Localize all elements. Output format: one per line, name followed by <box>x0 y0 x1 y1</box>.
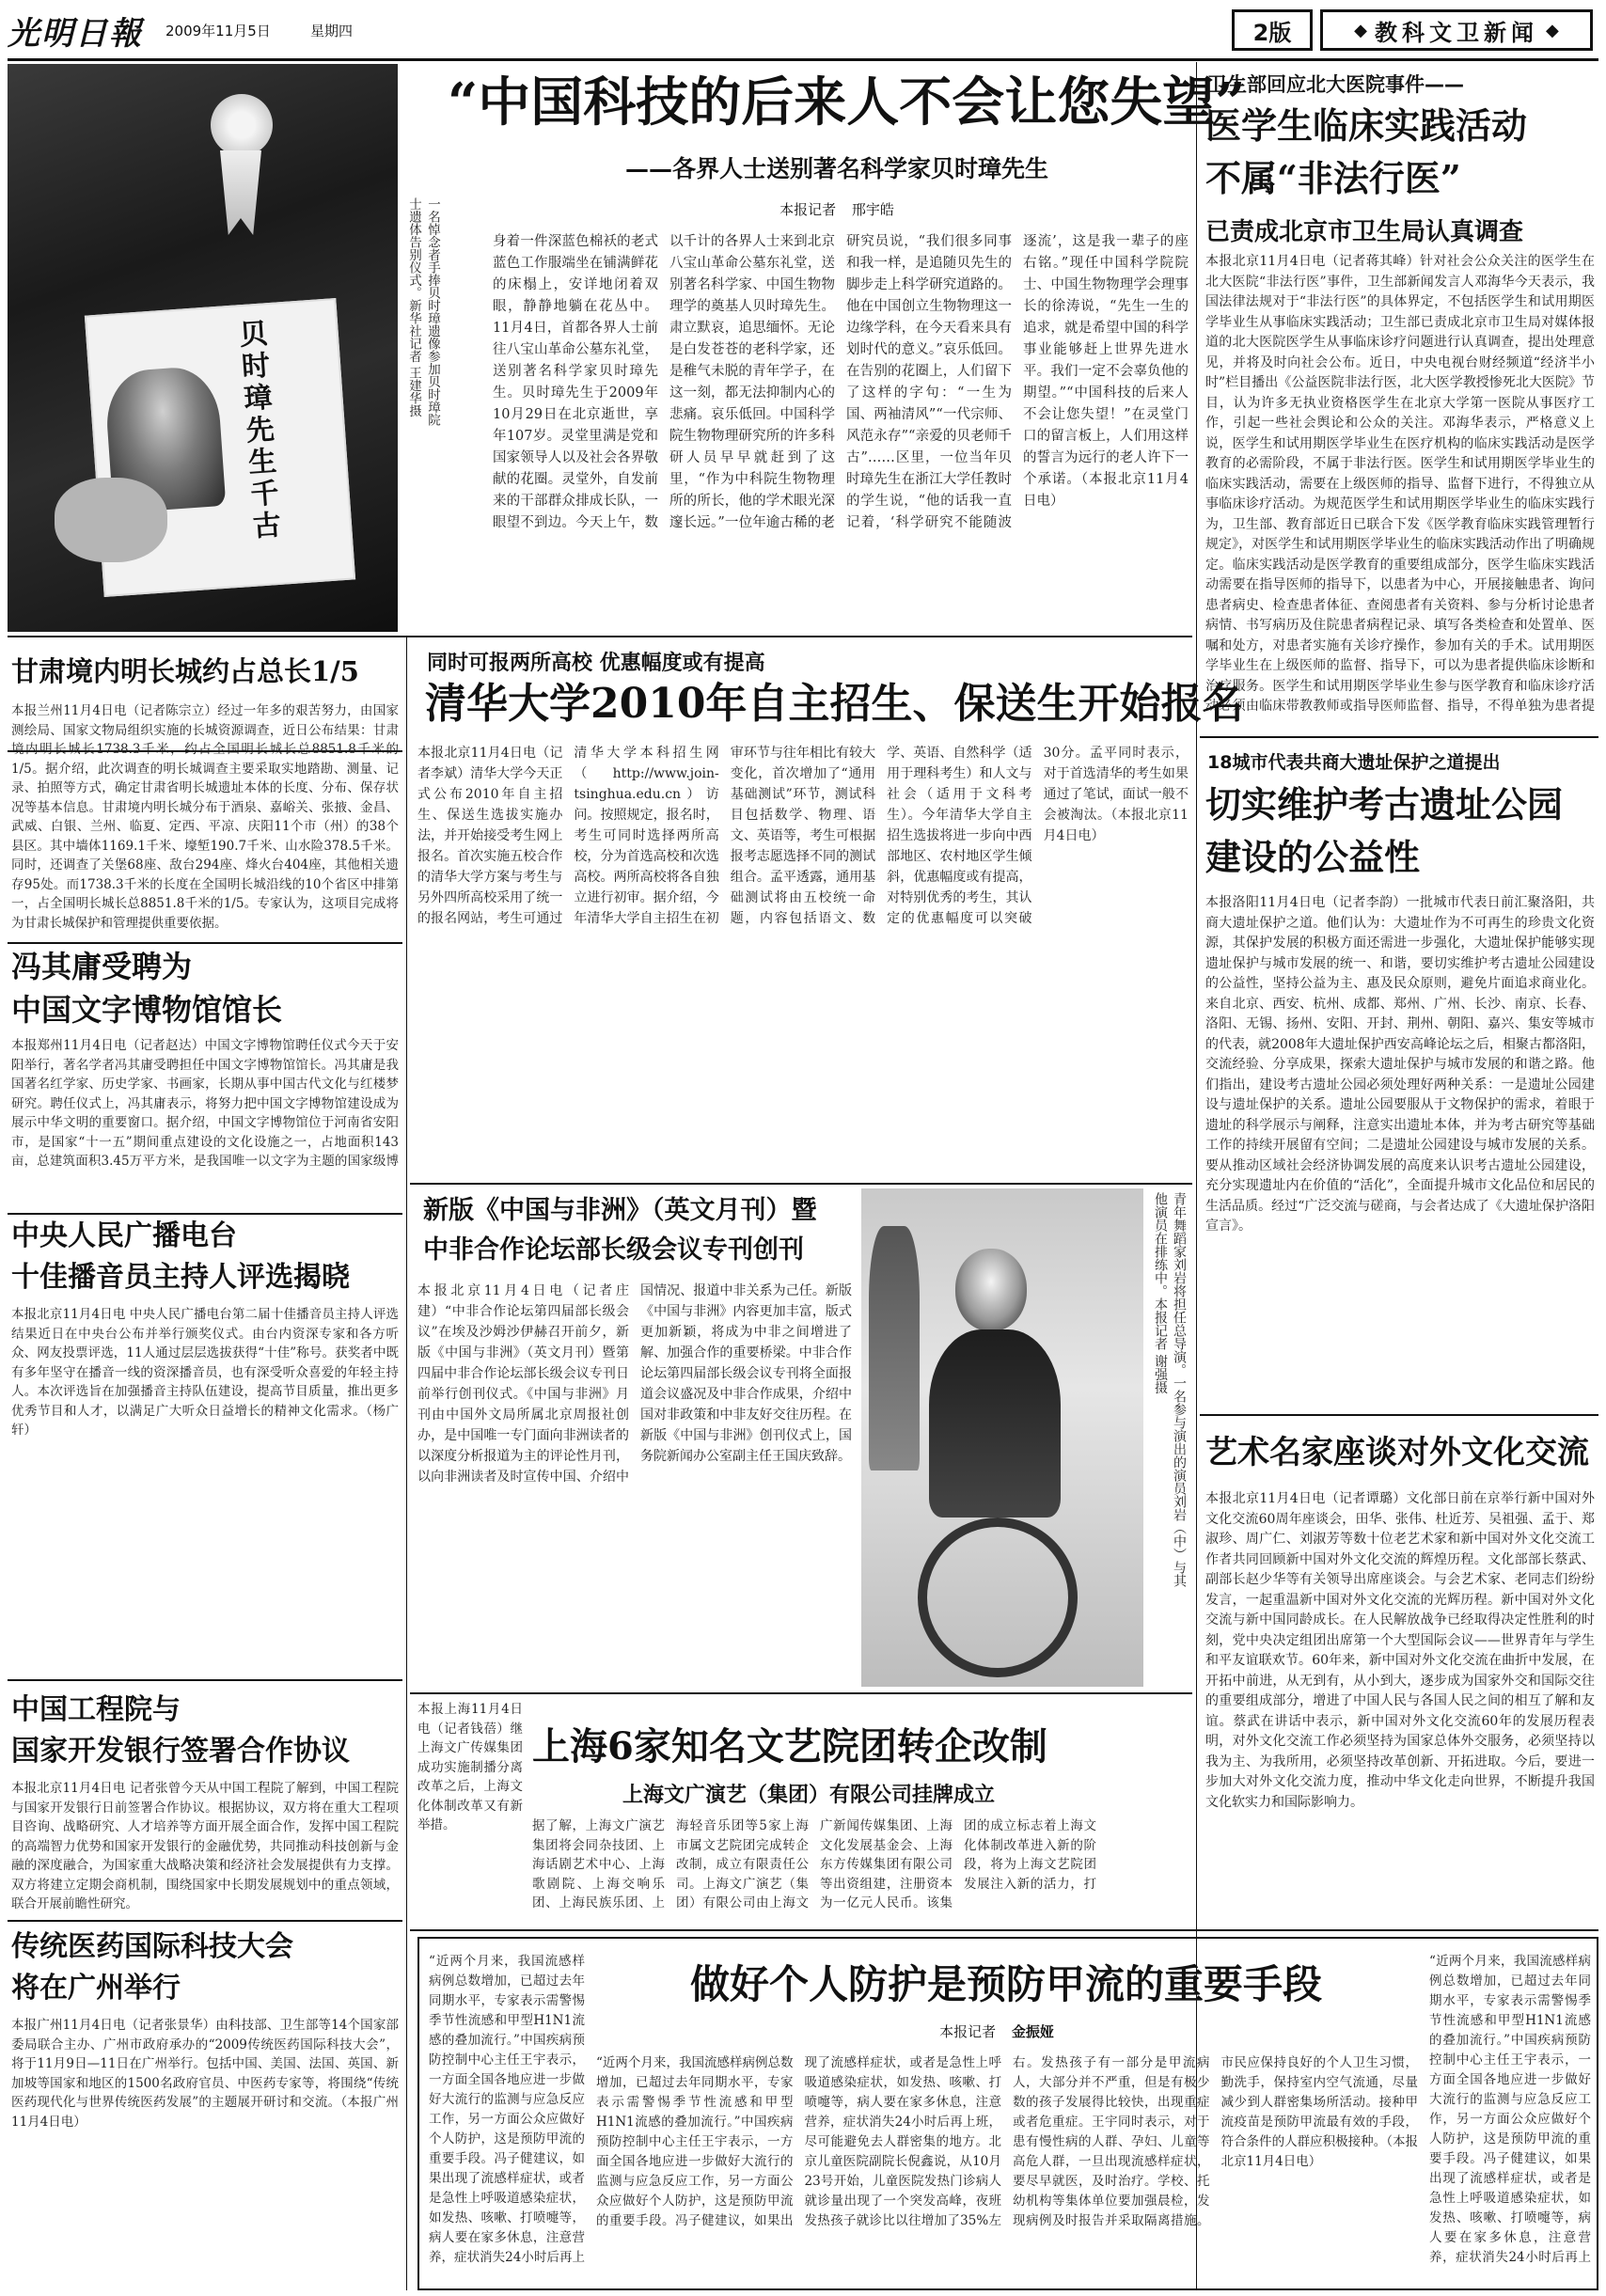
lead-title: “中国科技的后来人不会让您失望” <box>448 71 1246 134</box>
diamond-icon: ◆ <box>1354 20 1367 40</box>
shanghai-title: 上海6家知名文艺院团转企改制 <box>532 1724 1047 1769</box>
section-rule <box>1200 1414 1598 1416</box>
medical-body: 本报北京11月4日电（记者蒋其峰）针对社会公众关注的医学生在北大医院“非法行医”事件，卫生部新闻发言人邓海华今天表示，我国法律法规对于“非法行医”的具体界定，不包括医学生和试用期医学毕业生从事临床实践活动；卫生部已责成北京市卫生局对媒体报道的北大医院医学生从事临床诊疗问题进行认真调查，提出处理意见，并将及时向社会公布。近日，中央电视台财经频道“经济半小时”栏目播出《公益医院非法行医，北大医学教授惨死北大医院》节目，认为许多无执业资格医学生在北京大学第一医院从事医疗工作，引起一些社会舆论和公众的关注。邓海华表示，严格意义上说，医学生和试用期医学毕业生在医疗机构的临床实践活动是医学教育的必需阶段，不属于非法行医。医学生和试用期医学毕业生的临床实践活动，需要在上级医师的指导、监督下进行，不得独立从事临床诊疗活动。为规范医学生和试用期医学毕业生的临床实践行为，卫生部、教育部近日已联合下发《医学教育临床实践管理暂行规定》，对医学生和试用期医学毕业生的临床实践活动作出了明确规定。临床实践活动是医学教育的重要组成部分，医学生临床实践活动需要在指导医师的指导下，以患者为中心，开展接触患者、询问患者病史、检查患者体征、查阅患者有关资料、参与分析讨论患者病情、书写病历及住院患者病程记录、填写各类检查和处置单、医嘱和处方，对患者实施有关诊疗操作，参加有关的手术。试用期医学毕业生在上级医师的监督、指导下，可以为患者提供临床诊断和治疗服务。医学生和试用期医学毕业生参与医学教育和临床诊疗活动必须由临床带教教师或指导医师监督、指导，不得单独为患者提 <box>1205 254 1595 714</box>
byline-name: 邢宇皓 <box>851 201 894 218</box>
archaeo-kicker: 18城市代表共商大遗址保护之道提出 <box>1207 752 1501 773</box>
lead-byline <box>696 199 978 219</box>
lead-subtitle: ——各界人士送别著名科学家贝时璋先生 <box>624 155 1048 182</box>
flu-body-main: “近两个月来，我国流感样病例总数增加，已超过去年同期水平，专家表示需警惕季节性流感和甲型H1N1流感的叠加流行。”中国疾病预防控制中心主任王宇表示，一方面全国各地应进一步做好大流行的监测与应急反应工作，另一方面公众应做好个人防护，这是预防甲流的重要手段。冯子健建议，如果出现了流感样症状，或者是急性上呼吸道感染症状，如发热、咳嗽、打喷嚏等，病人要在家多休息，注意营养，症状消失24小时后再上班，尽可能避免去人群密集的地方。北京儿童医院副院长倪鑫说，从10月23号开始，儿童医院发热门诊病人就诊量出现了一个突发高峰，夜班发热孩子就诊比以往增加了35%左右。发热孩子有一部分是甲流病人，大部分并不严重，但是有极少数的孩子发展得比较快，出现重症或者危重症。王宇同时表示，对于患有慢性病的人群、孕妇、儿童等高危人群，一旦出现流感样症状，要尽早就医，及时治疗。学校、托幼机构等集体单位要加强晨检，发现病例及时报告并采取隔离措施。市民应保持良好的个人卫生习惯，勤洗手，保持室内空气流通，尽量减少到人群密集场所活动。接种甲流疫苗是预防甲流最有效的手段，符合条件的人群应积极接种。（本报北京11月4日电） <box>596 2055 1418 2228</box>
portrait-inscription: 贝时璋先生千古 <box>232 318 282 544</box>
section-rule <box>8 1679 402 1681</box>
medical-subtitle: 已责成北京市卫生局认真调查 <box>1205 218 1524 246</box>
cnr-title-line2: 十佳播音员主持人评选揭晓 <box>11 1261 350 1294</box>
art-body: 本报北京11月4日电（记者谭璐）文化部日前在京举行新中国对外文化交流60周年座谈会，田华、张伟、杜近芳、吴祖强、孟于、郑淑珍、周广仁、刘淑芳等数十位老艺术家和新中国对外文化交流工作者共同回顾新中国对外文化交流的辉煌历程。文化部部长蔡武、副部长赵少华等有关领导出席座谈会。与会艺术家、老同志们纷纷发言，一起重温新中国对外文化交流的光辉历程。新中国对外文化交流与新中国同龄成长。在人民解放战争已经取得决定性胜利的时刻，党中央决定组团出席第一个大型国际会议——世界青年与学生和平友谊联欢节。60年来，新中国对外文化交流在曲折中发展，在开拓中前进，从无到有，从小到大，逐步成为国家外交和国际交往的重要组成部分，增进了中国人民与各国人民之间的相互了解和友谊。蔡武在讲话中表示，新中国对外文化交流60年的发展历程表明，对外文化交流工作必须坚持为国家总体外交服务，必须坚持以我为主、为我所用，必须坚持改革创新、开拓进取。今后，要进一步加大对外文化交流力度，推动中华文化走向世界，不断提升我国文化软实力和国际影响力。 <box>1205 1491 1595 1810</box>
china-africa-title-line1: 新版《中国与非洲》（英文月刊）暨 <box>423 1196 817 1225</box>
section-rule <box>8 942 402 944</box>
qinghua-kicker: 同时可报两所高校 优惠幅度或有提高 <box>427 652 765 675</box>
cae-title-line2: 国家开发银行签署合作协议 <box>11 1735 350 1768</box>
white-flower-icon <box>211 94 273 156</box>
qinghua-title: 清华大学2010年自主招生、保送生开始报名 <box>425 680 1244 728</box>
archaeo-title-line1: 切实维护考古遗址公园 <box>1205 783 1564 826</box>
background-dancer <box>869 1226 920 1470</box>
lead-body: 身着一件深蓝色棉袄的老式蓝色工作服端坐在铺满鲜花的床榻上，安详地闭着双眼，静静地躺在花丛中。11月4日，首都各界人士前往八宝山革命公墓东礼堂，送别著名科学家贝时璋先生。贝时璋先生于2009年10月29日在北京逝世，享年107岁。灵堂里满是党和国家领导人以及社会各界敬献的花圈。灵堂外，自发前来的干部群众排成长队，一眼望不到边。今天上午，数以千计的各界人士来到北京八宝山革命公墓东礼堂，送别著名科学家、中国生物物理学的奠基人贝时璋先生。肃立默哀，追思缅怀。无论是白发苍苍的老科学家，还是稚气未脱的青年学子，在这一刻，都无法抑制内心的悲痛。哀乐低回。中国科学院生物物理研究所的许多科研人员早早就赶到了这里，“作为中科院生物物理所的所长，他的学术眼光深邃长远。”一位年逾古稀的老研究员说，“我们很多同事和我一样，是追随贝先生的脚步走上科学研究道路的。他在中国创立生物物理这一边缘学科，在今天看来具有划时代的意义。”哀乐低回。在告别的花圈上，人们留下了这样的字句：“一生为国、两袖清风”“一代宗师、风范永存”“亲爱的贝老师千古”……区里，一位当年贝时璋先生在浙江大学任教时的学生说，“他的话我一直记着，‘科学研究不能随波逐流’，这是我一辈子的座右铭。”现任中国科学院院士、中国生物物理学会理事长的徐涛说，“先生一生的追求，就是希望中国的科学事业能够赶上世界先进水平。我们一定不会辜负他的期望。”“中国科技的后来人不会让您失望！”在灵堂门口的留言板上，人们用这样的誓言为远行的老人许下一个承诺。（本报北京11月4日电） <box>493 234 1189 530</box>
flu-body-left: “近两个月来，我国流感样病例总数增加，已超过去年同期水平，专家表示需警惕季节性流感和甲型H1N1流感的叠加流行。”中国疾病预防控制中心主任王宇表示，一方面全国各地应进一步做好大流行的监测与应急反应工作，另一方面公众应做好个人防护，这是预防甲流的重要手段。冯子健建议，如果出现了流感样症状，或者是急性上呼吸道感染症状，如发热、咳嗽、打喷嚏等，病人要在家多休息，注意营养，症状消失24小时后再上 <box>429 1954 585 2265</box>
lead-photo <box>8 64 398 632</box>
flu-title: 做好个人防护是预防甲流的重要手段 <box>689 1961 1322 2007</box>
tcm-title-line2: 将在广州举行 <box>11 1972 181 2005</box>
shanghai-side <box>1102 1700 1192 1924</box>
section-rule <box>8 1920 402 1922</box>
cnr-title-line1: 中央人民广播电台 <box>11 1219 237 1252</box>
fengqiyong-title-line2: 中国文字博物馆馆长 <box>11 992 283 1028</box>
issue-weekday: 星期四 <box>310 23 354 39</box>
byline-name: 金振娅 <box>1011 2023 1054 2040</box>
wheelchair-icon <box>918 1518 1078 1677</box>
medical-title-line2: 不属“非法行医” <box>1205 157 1461 199</box>
shanghai-intro: 本报上海11月4日电（记者钱蓓）继上海文广传媒集团成功实施制播分离改革之后，上海文化体制改革又有新举措。 <box>417 1702 523 1832</box>
section-rule <box>410 1929 1598 1931</box>
issue-date: 2009年11月5日 <box>165 23 271 39</box>
section-rule <box>8 636 1192 637</box>
byline-role: 本报记者 <box>779 201 837 218</box>
china-africa-body: 本报北京11月4日电（记者庄建）“中非合作论坛第四届部长级会议”在埃及沙姆沙伊赫召开前夕，新版《中国与非洲》（英文月刊）暨第四届中非合作论坛部长级会议专刊日前举行创刊仪式。《中国与非洲》月刊由中国外文局所属北京周报社创办，是中国唯一专门面向非洲读者的以深度分析报道为主的评论性月刊，以向非洲读者及时宣传中国、介绍中国情况、报道中非关系为己任。新版《中国与非洲》内容更加丰富，版式更加新颖，将成为中非之间增进了解、加强合作的重要桥梁。中非合作论坛第四届部长级会议专刊将全面报道会议盛况及中非合作成果，介绍中国对非政策和中非友好交往历程。在新版《中国与非洲》创刊仪式上，国务院新闻办公室副主任王国庆致辞。 <box>417 1283 852 1485</box>
flu-byline <box>846 2021 1147 2041</box>
dancer-figure <box>955 1249 1027 1331</box>
fengqiyong-body: 本报郑州11月4日电（记者赵达）中国文字博物馆聘任仪式今天于安阳举行，著名学者冯其庸受聘担任中国文字博物馆馆长。冯其庸是我国著名红学家、历史学家、书画家，长期从事中国古代文化与红楼梦研究。聘任仪式上，冯其庸表示，将努力把中国文字博物馆建设成为展示中华文明的重要窗口。据介绍，中国文字博物馆位于河南省安阳市，是国家“十一五”期间重点建设的文化设施之一，占地面积143亩，总建筑面积3.45万平方米，是我国唯一以文字为主题的国家级博 <box>11 1038 399 1169</box>
tcm-title-line1: 传统医药国际科技大会 <box>11 1930 293 1963</box>
cnr-body: 本报北京11月4日电 中央人民广播电台第二届十佳播音员主持人评选结果近日在中央台公布并举行颁奖仪式。由台内资深专家和各方听众、网友投票评选，11人通过层层选拔获得“十佳”称号。获奖者中既有多年坚守在播音一线的资深播音员，也有深受听众喜爱的年轻主持人。本次评选旨在加强播音主持队伍建设，提高节目质量，推出更多优秀节目和人才，以满足广大听众日益增长的精神文化需求。（杨广轩） <box>11 1307 399 1438</box>
flu-body-right: “近两个月来，我国流感样病例总数增加，已超过去年同期水平，专家表示需警惕季节性流感和甲型H1N1流感的叠加流行。”中国疾病预防控制中心主任王宇表示，一方面全国各地应进一步做好大流行的监测与应急反应工作，另一方面公众应做好个人防护，这是预防甲流的重要手段。冯子健建议，如果出现了流感样症状，或者是急性上呼吸道感染症状，如发热、咳嗽、打喷嚏等，病人要在家多休息，注意营养，症状消失24小时后再上 <box>1429 1954 1591 2265</box>
dancer-body <box>929 1329 1061 1518</box>
masthead <box>0 0 1606 58</box>
hand-shape <box>55 478 167 562</box>
diamond-icon: ◆ <box>1546 20 1559 40</box>
shanghai-subtitle: 上海文广演艺（集团）有限公司挂牌成立 <box>622 1784 995 1807</box>
masthead-rule <box>8 58 1598 61</box>
art-title: 艺术名家座谈对外文化交流 <box>1205 1434 1589 1471</box>
fengqiyong-title-line1: 冯其庸受聘为 <box>11 949 193 984</box>
section-rule <box>1200 736 1598 738</box>
gansu-title: 甘肃境内明长城约占总长1/5 <box>11 655 359 687</box>
column-rule <box>406 636 407 2290</box>
dancer-photo-caption: 青年舞蹈家刘岩将担任总导演。一名参与演出的演员刘岩（中）与其他演员在排练中。本报记者 谢强摄 <box>1153 1192 1187 1587</box>
page-number: 2版 <box>1252 19 1292 46</box>
byline-role: 本报记者 <box>939 2023 997 2040</box>
qinghua-body: 本报北京11月4日电（记者李斌）清华大学今天正式公布2010年自主招生、保送生选拔实施办法，并开始接受考生网上报名。首次实施五校合作的清华大学方案与考生与另外四所高校采用了统一的报名网站，考生可通过清华大学本科招生网（http://www.join-tsinghua.edu.cn）访问。按照规定，报名时，考生可同时选择两所高校，分为首选高校和次选高校。两所高校将各自独立进行初审。据介绍，今年清华大学自主招生在初审环节与往年相比有较大变化，首次增加了“通用基础测试”环节，测试科目包括数学、物理、语文、英语等，考生可根据报考志愿选择不同的测试组合。孟平透露，通用基础测试将由五校统一命题，内容包括语文、数学、英语、自然科学（适用于理科考生）和人文与社会（适用于文科考生）。今年清华大学自主招生选拔将进一步向中西部地区、农村地区学生倾斜，优惠幅度或有提高，对特别优秀的考生，其认定的优惠幅度可以突破30分。孟平同时表示，对于首选清华的考生如果通过了笔试，面试一般不会被淘汰。（本报北京11月4日电） <box>417 746 1189 926</box>
archaeo-body: 本报洛阳11月4日电（记者李韵）一批城市代表日前汇聚洛阳，共商大遗址保护之道。他们认为：大遗址作为不可再生的珍贵文化资源，其保护发展的积极方面还需进一步强化，大遗址保护能够实现遗址保护与城市发展的统一、和谐，要切实维护考古遗址公园建设的公益性，坚持公益为主、惠及民众原则，避免片面追求商业化。来自北京、西安、杭州、成都、郑州、广州、长沙、南京、长春、洛阳、无锡、扬州、安阳、开封、荆州、朝阳、嘉兴、集安等城市的代表，就2008年大遗址保护西安高峰论坛之后，相聚古都洛阳，交流经验、分享成果，探索大遗址保护与城市发展的和谐之路。他们指出，建设考古遗址公园必须处理好两种关系：一是遗址公园建设与遗址保护的关系。遗址公园要服从于文物保护的需求，着眼于遗址的科学展示与阐释，注意实出遗址本体，并为考古研究等基础工作的持续开展留有空间；二是遗址公园建设与城市发展的关系。要从推动区域社会经济协调发展的高度来认识考古遗址公园建设，充分实现遗址内在价值的“活化”，全面提升城市文化品位和居民的生活品质。经过“广泛交流与磋商，与会者达成了《大遗址保护洛阳宣言》。 <box>1205 895 1595 1234</box>
section-rule <box>410 1183 1192 1185</box>
shanghai-body: 据了解，上海文广演艺集团将会同杂技团、上海话剧艺术中心、上海歌剧院、上海交响乐团、上海民族乐团、上海轻音乐团等5家上海市属文艺院团完成转企改制，成立有限责任公司。上海文广演艺（集团）有限公司由上海文广新闻传媒集团、上海文化发展基金会、上海东方传媒集团有限公司等出资组建，注册资本为一亿元人民币。该集团的成立标志着上海文化体制改革进入新的阶段，将为上海文艺院团发展注入新的活力，打 <box>532 1818 1096 1911</box>
dancer-photo <box>861 1188 1143 1687</box>
cae-body: 本报北京11月4日电 记者张曾今天从中国工程院了解到，中国工程院与国家开发银行日前签署合作协议。根据协议，双方将在重大工程项目咨询、战略研究、人才培养等方面开展全面合作，发挥中国工程院的高端智力优势和国家开发银行的金融优势，共同推动科技创新与金融的深度融合，为国家重大战略决策和经济社会发展提供有力支撑。双方将建立定期会商机制，围绕国家中长期发展规划中的重点领域，联合开展前瞻性研究。 <box>11 1781 399 1911</box>
china-africa-title-line2: 中非合作论坛部长级会议专刊创刊 <box>423 1235 804 1265</box>
tcm-body: 本报广州11月4日电（记者张景华）由科技部、卫生部等14个国家部委局联合主办、广州市政府承办的“2009传统医药国际科技大会”，将于11月9日—11日在广州举行。包括中国、美国、法国、英国、新加坡等国家和地区的1500名政府官员、中医药专家等，将围绕“传统医药现代化与世界传统医药发展”的主题展开研讨和交流。（本报广州11月4日电） <box>11 2018 399 2130</box>
section-name: 教科文卫新闻 <box>1375 19 1538 46</box>
section-rule <box>410 1692 1192 1694</box>
medical-title-line1: 医学生临床实践活动 <box>1205 104 1528 147</box>
flower-ribbon <box>220 150 261 235</box>
lead-photo-caption: 一名悼念者手捧贝时璋遗像参加贝时璋院士遗体告别仪式。新华社记者 王建华摄 <box>406 197 440 426</box>
section-box <box>1320 9 1593 51</box>
gansu-body: 本报兰州11月4日电（记者陈宗立）经过一年多的艰苦努力，由国家测绘局、国家文物局组织实施的长城资源调查，近日公布结果：甘肃境内明长城长1738.3千米，约占全国明长城长总8851.8千米的1/5。据介绍，此次调查的明长城调查主要采取实地踏勘、测量、记录、拍照等方式，确定甘肃省明长城遗址本体的长度、分布、保存状况等基本信息。甘肃境内明长城分布于酒泉、嘉峪关、张掖、金昌、武威、白银、兰州、临夏、定西、平凉、庆阳11个市（州）的38个县区。其中墙体1169.1千米、壕堑190.7千米、山水险378.5千米。同时，还调查了关堡68座、敌台294座、烽火台404座，其他相关遗存95处。而1738.3千米的长度在全国明长城沿线的10个省区中排第一，占全国明长城长总8851.8千米的1/5。专家认为，这项目完成将为甘肃长城保护和管理提供重要依据。 <box>11 703 399 931</box>
page-number-box <box>1232 9 1313 51</box>
paper-name-logo: 光明日報 <box>8 15 143 53</box>
section-rule <box>8 1213 402 1215</box>
archaeo-title-line2: 建设的公益性 <box>1205 836 1421 878</box>
cae-title-line1: 中国工程院与 <box>11 1693 181 1726</box>
medical-kicker: 卫生部回应北大医院事件—— <box>1207 73 1464 96</box>
